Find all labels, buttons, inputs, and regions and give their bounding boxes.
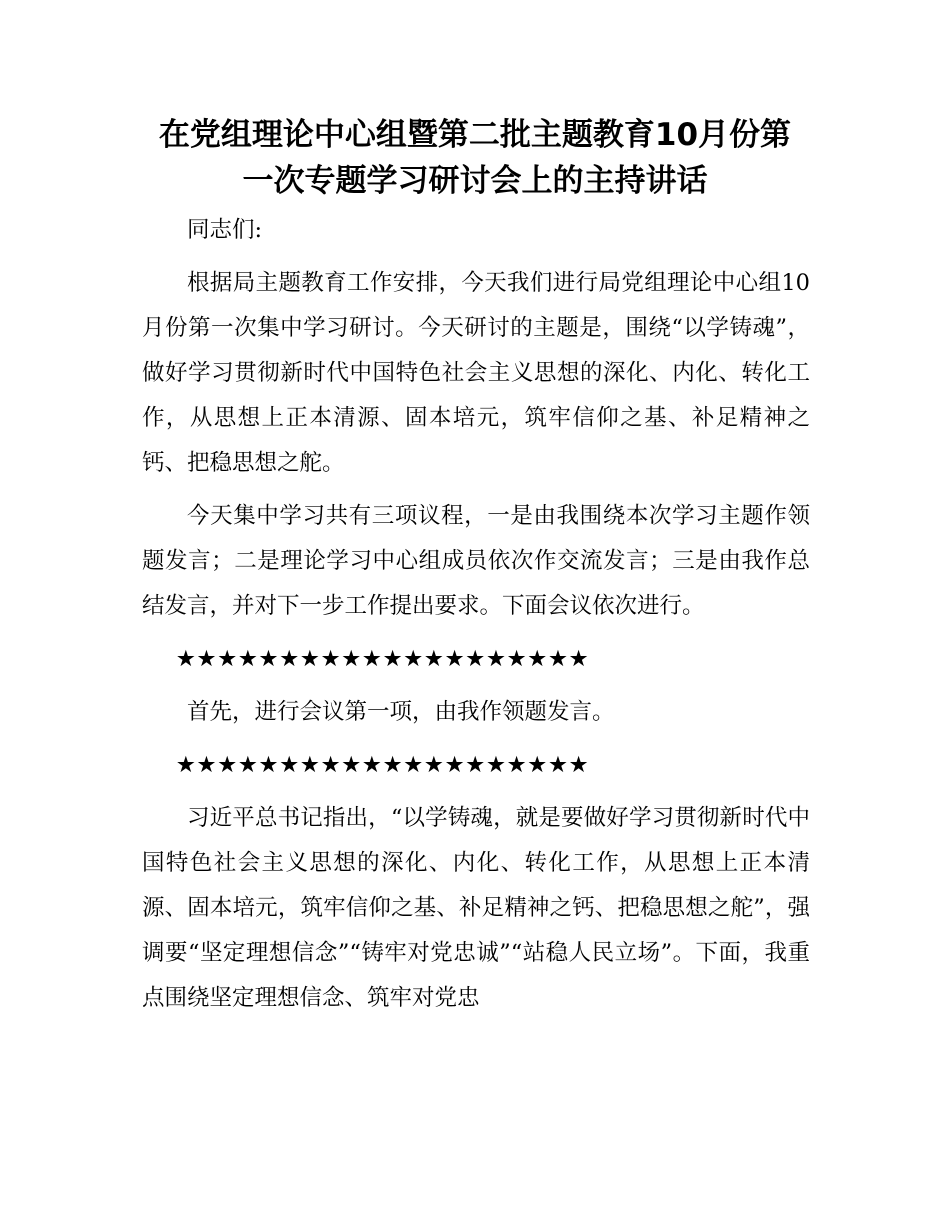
paragraph-agenda-items: 今天集中学习共有三项议程，一是由我围绕本次学习主题作领题发言；二是理论学习中心组成员依次作交流发言；三是由我作总结发言，并对下一步工作提出要求。下面会议依次进行。 [142, 503, 810, 619]
document-body [142, 208, 810, 1029]
star-separator: ★★★★★★★★★★★★★★★★★★★★ [175, 752, 590, 778]
paragraph-speech: 习近平总书记指出，“以学铸魂，就是要做好学习贯彻新时代中国特色社会主义思想的深化、内化、转化工作，从思想上正本清源、固本培元，筑牢信仰之基、补足精神之钙、把稳思想之舵”，强调要“坚定理想信念”“铸牢对党忠诚”“站稳人民立场”。下面，我重点围绕坚定理想信念、筑牢对党忠 [142, 805, 810, 1011]
document-title-line-2: 一次专题学习研讨会上的主持讲话 [242, 163, 708, 199]
document-title-line-1: 在党组理论中心组暨第二批主题教育10月份第 [158, 117, 792, 153]
star-separator: ★★★★★★★★★★★★★★★★★★★★ [175, 646, 590, 672]
greeting: 同志们: [187, 217, 263, 243]
paragraph-agenda-intro: 根据局主题教育工作安排，今天我们进行局党组理论中心组10月份第一次集中学习研讨。今天研讨的主题是，围绕“以学铸魂”，做好学习贯彻新时代中国特色社会主义思想的深化、内化、转化工作，从思想上正本清源、固本培元，筑牢信仰之基、补足精神之钙、把稳思想之舵。 [142, 270, 810, 476]
paragraph-first-item: 首先，进行会议第一项，由我作领题发言。 [187, 699, 615, 725]
